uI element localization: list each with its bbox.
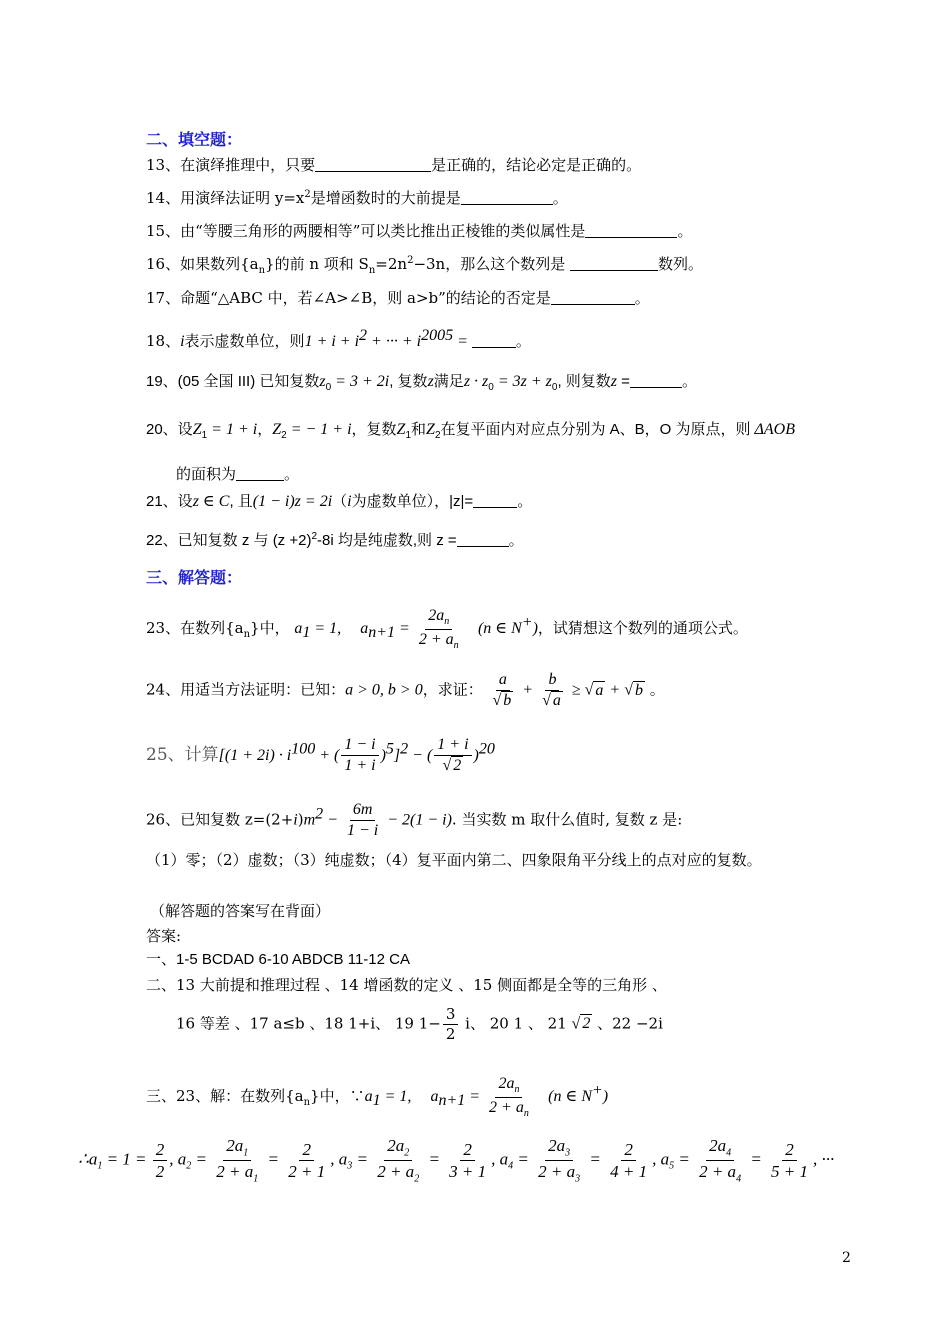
- fraction: $\frac{2}{3 + 1}$: [449, 1139, 487, 1181]
- question-13: 13、在演绎推理中，只要 是正确的，结论必定是正确的。: [146, 156, 642, 174]
- fraction: $\frac{1 + i}{√ 2}$: [434, 735, 471, 776]
- fraction: $\frac{3}{2}$: [443, 1005, 459, 1044]
- question-16: 16、如果数列$\{a_n\}$的前 n 项和 $S_n=2n^2-3n$，那么这个数列是 数列。: [146, 255, 703, 276]
- fraction: $\frac{2a_3}{2 + a_3}$: [538, 1136, 581, 1185]
- answers-label: 答案:: [146, 927, 182, 945]
- fraction: $\frac{2}{2 + 1}$: [288, 1139, 326, 1181]
- blank[interactable]: [473, 492, 517, 508]
- question-17: 17、命题“△ABC 中，若∠A>∠B，则 a>b”的结论的否定是 。: [146, 289, 650, 307]
- question-19: 19、(05 全国 III) 已知复数$z_0 = 3 + 2i$, 复数z满足$z \cdot z_0 = 3z + z_0$, 则复数z = 。: [146, 373, 697, 393]
- answers-line-1: 一、1-5 BCDAD 6-10 ABDCB 11-12 CA: [146, 951, 410, 968]
- answers-line-5: $\therefore a_1 = 1$ = $\frac{2}{2}$ , $a_2$ = $\frac{2a_1}{2 + a_1}$ = $\frac{2}{2 + 1}$ , $a_3$ = $\frac{2a_2}{2 + a_2}$ = $\frac{2}{3 + 1}$ , $a_4$ = $\frac{2a_3}{2 + a_3}$ = $\frac{2}{4 + 1}$ , $a_5$ = $\frac{2a_4}{2 + a_4}$ = $\frac{2}{5 + 1}$ , ···: [78, 1136, 835, 1185]
- fraction: $\frac{2a_4}{2 + a_4}$: [699, 1136, 742, 1185]
- question-20-cont: 的面积为 。: [176, 465, 300, 483]
- section-answer-title: 三、解答题：: [146, 568, 243, 587]
- question-22: 22、已知复数 z 与 $(z +2)^2-8i$ 均是纯虚数,则 z = 。: [146, 531, 524, 549]
- question-26: 26、已知复数 $z=(2+i)m^2$ − $\frac{6m}{1 - i}$ − 2(1 − i). 当实数 m 取什么值时, 复数 z 是:: [146, 801, 683, 839]
- blank[interactable]: [236, 465, 284, 481]
- fraction: $\frac{2a_n}{2 + a_n}$: [418, 607, 459, 651]
- blank[interactable]: [630, 372, 682, 388]
- fraction: $\frac{1 - i}{1 + i}$: [341, 735, 378, 776]
- section-fill-title: 二、填空题：: [146, 130, 243, 149]
- fraction: $\frac{b}{√ a}$: [542, 671, 561, 709]
- question-26-parts: （1）零；（2）虚数；（3）纯虚数；（4）复平面内第二、四象限角平分线上的点对应的复数。: [146, 851, 762, 869]
- answers-line-2: 二、13 大前提和推理过程 、14 增函数的定义 、15 侧面都是全等的三角形 、: [146, 976, 667, 994]
- fraction: $\frac{2a_n}{2 + a_n}$: [489, 1075, 529, 1119]
- fraction: $\frac{6m}{1 - i}$: [346, 801, 379, 839]
- blank[interactable]: [585, 222, 677, 238]
- fraction: $\frac{2a_1}{2 + a_1}$: [216, 1136, 259, 1185]
- note: （解答题的答案写在背面）: [150, 902, 331, 920]
- answers-line-3: 16 等差 、17 a≤b 、18 1+i、 19 1− $\frac{3}{2}$ i、 20 1 、 21 √ 2 、22 −2i: [176, 1005, 663, 1043]
- blank[interactable]: [461, 189, 553, 205]
- blank[interactable]: [570, 255, 658, 271]
- fraction: $\frac{2}{4 + 1}$: [610, 1139, 648, 1181]
- question-23: 23、在数列$\{a_n\}$中， $a_1 = 1$, $a_{n+1}$ = $\frac{2a_n}{2 + a_n}$ (n ∈ N+)，试猜想这个数列的通项公式。: [146, 607, 748, 651]
- question-14: 14、用演绎法证明 $y=x^2$是增函数时的大前提是 。: [146, 189, 568, 207]
- blank[interactable]: [551, 289, 635, 305]
- blank[interactable]: [472, 332, 516, 348]
- question-21: 21、设z ∈ C, 且(1 − i)z = 2i（i为虚数单位），|z|= 。: [146, 493, 533, 510]
- question-24: 24、用适当方法证明：已知：a > 0, b > 0，求证： $\frac{a}{√ b}$ + $\frac{b}{√ a}$ ≥ √ a + √ b 。: [146, 671, 665, 709]
- fraction: $\frac{a}{√ b}$: [492, 671, 512, 709]
- blank[interactable]: [457, 531, 509, 547]
- question-20: 20、设$Z_1 = 1 + i$，$Z_2$ = − 1 + i，复数$Z_1$和$Z_2$在复平面内对应点分别为 A、B，O 为原点，则 ΔAOB: [146, 421, 796, 441]
- page-number: 2: [842, 1250, 851, 1266]
- fraction: $\frac{2a_2}{2 + a_2}$: [377, 1136, 420, 1185]
- question-25: 25、计算[$(1 + 2i) \cdot i^{100}$ + ( $\frac{1 - i}{1 + i}$ )$^5$]$^2$ − ( $\frac{1 + i}{√ 2}$ )$^{20}$: [146, 736, 495, 774]
- question-18: 18、i表示虚数单位，则$1 + i + i^2$ + ··· + $i^{2005}$ = 。: [146, 327, 531, 350]
- blank[interactable]: [315, 156, 431, 172]
- fraction: $\frac{2}{2}$: [153, 1139, 168, 1183]
- fraction: $\frac{2}{5 + 1}$: [771, 1139, 809, 1181]
- answers-line-4: 三、23、解：在数列$\{a_n\}$中，$\because a_1 = 1$, $a_{n+1}$ = $\frac{2a_n}{2 + a_n}$ (n ∈ N+): [146, 1075, 609, 1119]
- question-15: 15、由“等腰三角形的两腰相等”可以类比推出正棱锥的类似属性是 。: [146, 222, 693, 240]
